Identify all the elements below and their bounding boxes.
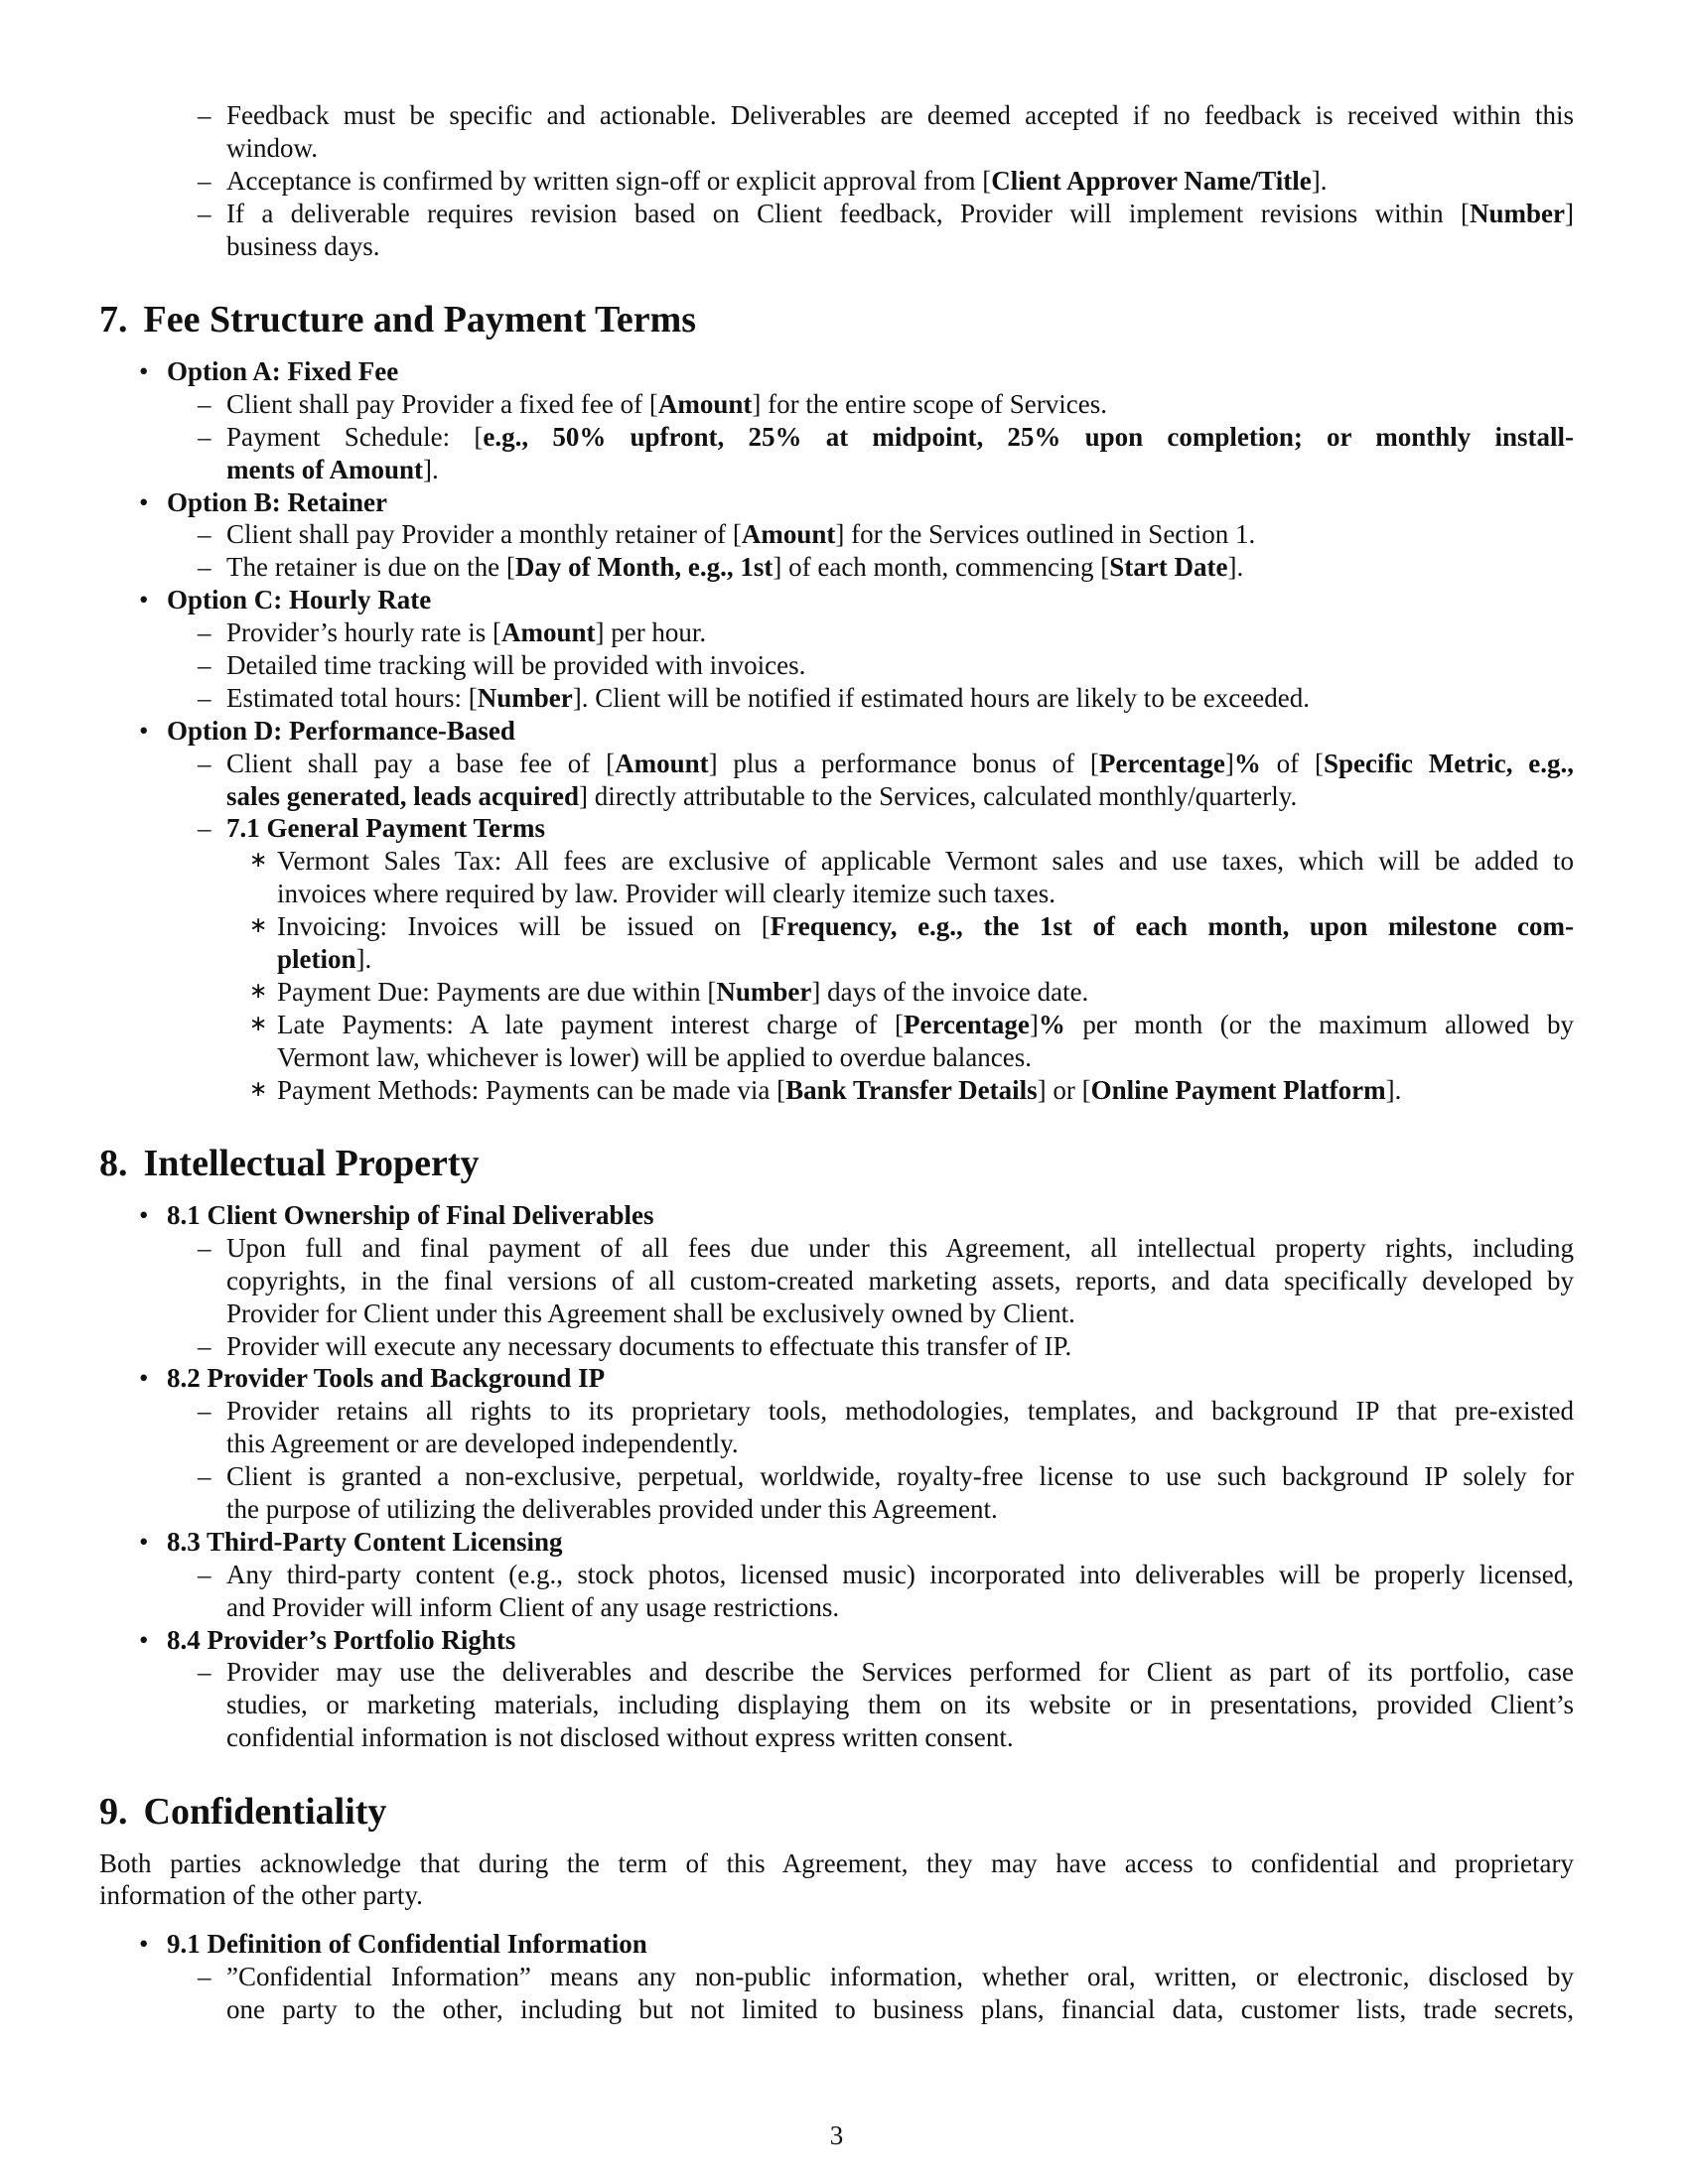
text-run: The retainer is due on the [ <box>226 552 515 583</box>
bold-text: 8.1 Client Ownership of Final Deliverables <box>167 1199 654 1230</box>
text-line <box>226 132 1574 165</box>
text-line <box>167 486 1574 519</box>
dash-marker: – <box>198 813 211 844</box>
text-line <box>167 1624 1574 1657</box>
text-run: the purpose of utilizing the deliverables provided under this Agreement. <box>226 1493 998 1524</box>
dash-marker: – <box>198 100 211 130</box>
text-line <box>167 1362 1574 1395</box>
text-run: Any third-party content (e.g., stock photos, licensed music) incorporated into deliverables will be properly licensed, <box>226 1559 1574 1589</box>
text-line <box>226 1265 1574 1297</box>
text-run: ] <box>1029 1009 1039 1039</box>
text-run: confidential information is not disclosed without express written consent. <box>226 1722 1014 1753</box>
bold-text: Start Date <box>1109 552 1228 583</box>
text-line <box>277 910 1574 943</box>
list-item-bullet <box>99 715 1574 748</box>
star-marker: ∗ <box>249 1011 268 1036</box>
list-item-dash <box>99 421 1574 486</box>
text-line <box>99 1847 1574 1880</box>
text-run: of [ <box>1260 748 1324 778</box>
text-run: per month (or the maximum allowed by <box>1064 1009 1574 1039</box>
text-line <box>277 943 1574 976</box>
text-line <box>226 1689 1574 1721</box>
text-run: Acceptance is confirmed by written sign-off or explicit approval from [ <box>226 165 992 196</box>
list-item-dash <box>99 1232 1574 1330</box>
section-title: Confidentiality <box>143 1790 387 1833</box>
bold-text: Option D: Performance-Based <box>167 715 515 746</box>
text-run: one party to the other, including but not limited to business plans, financial data, customer lists, trade secrets, <box>226 1994 1574 2025</box>
text-line <box>277 1074 1574 1107</box>
list-item-dash <box>99 649 1574 682</box>
text-run: ]. <box>355 943 372 974</box>
text-line <box>167 1928 1574 1961</box>
star-marker: ∗ <box>249 913 268 939</box>
bold-text: % <box>1233 748 1261 778</box>
text-line <box>226 99 1574 132</box>
text-run: Payment Schedule: [ <box>226 421 484 452</box>
text-run: Both parties acknowledge that during the term of this Agreement, they may have access to confidential and proprietary <box>99 1847 1574 1878</box>
text-line <box>226 780 1574 813</box>
text-run: Vermont Sales Tax: All fees are exclusive of applicable Vermont sales and use taxes, which will be added to <box>277 846 1574 877</box>
text-run: Client is granted a non-exclusive, perpetual, worldwide, royalty-free license to use such background IP solely for <box>226 1461 1574 1492</box>
bold-text: pletion <box>277 943 356 974</box>
text-run: ] or [ <box>1037 1074 1091 1105</box>
list-item-dash <box>99 682 1574 715</box>
text-run: If a deliverable requires revision based on Client feedback, Provider will implement revisions within [ <box>226 198 1470 228</box>
star-marker: ∗ <box>249 1076 268 1102</box>
text-run: ]. Client will be notified if estimated hours are likely to be exceeded. <box>572 682 1310 713</box>
text-run: ] plus a performance bonus of [ <box>708 748 1099 778</box>
list-item-bullet <box>99 355 1574 388</box>
list-item-star <box>99 1009 1574 1074</box>
star-marker: ∗ <box>249 848 268 874</box>
bold-text: ments of Amount <box>226 454 424 484</box>
section-heading <box>99 1144 1574 1183</box>
section-title: Intellectual Property <box>143 1142 480 1184</box>
text-run: Detailed time tracking will be provided with invoices. <box>226 649 806 680</box>
bullet-marker: • <box>139 1363 149 1394</box>
text-run: this Agreement or are developed independently. <box>226 1429 739 1459</box>
text-line <box>226 649 1574 682</box>
text-line <box>99 1879 1574 1912</box>
section-number: 8. <box>99 1142 128 1184</box>
list-item-bullet <box>99 1624 1574 1657</box>
text-line <box>226 1395 1574 1428</box>
section-heading <box>99 1792 1574 1832</box>
list-item-dash <box>99 616 1574 649</box>
text-line <box>226 1559 1574 1591</box>
text-run: ]. <box>1385 1074 1402 1105</box>
bold-text: Amount <box>741 519 836 550</box>
text-line <box>226 421 1574 454</box>
text-line <box>226 1961 1574 1993</box>
text-line <box>226 230 1574 263</box>
list-item-bullet <box>99 1199 1574 1232</box>
list-item-bullet <box>99 1362 1574 1395</box>
bold-text: Option B: Retainer <box>167 486 387 517</box>
list-item-dash <box>99 1656 1574 1754</box>
dash-marker: – <box>198 198 211 228</box>
list-item-dash <box>99 165 1574 198</box>
text-run: Client shall pay a base fee of [ <box>226 748 616 778</box>
section-number: 7. <box>99 298 128 341</box>
text-run: ] directly attributable to the Services, calculated monthly/quarterly. <box>578 780 1298 811</box>
text-line <box>226 1591 1574 1624</box>
document-body <box>99 99 1574 2026</box>
text-run: Client shall pay Provider a fixed fee of [ <box>226 388 658 419</box>
list-item-dash <box>99 812 1574 845</box>
text-line <box>226 1232 1574 1265</box>
text-line <box>226 1330 1574 1363</box>
list-item-dash <box>99 748 1574 813</box>
list-item-dash <box>99 1395 1574 1460</box>
text-run: Payment Due: Payments are due within [ <box>277 976 717 1007</box>
text-run: ] per hour. <box>595 617 707 648</box>
dash-marker: – <box>198 388 211 419</box>
paragraph <box>99 1847 1574 1913</box>
dash-marker: – <box>198 552 211 583</box>
bold-text: Client Approver Name/Title <box>991 165 1312 196</box>
text-run: business days. <box>226 230 380 261</box>
text-line <box>226 682 1574 715</box>
text-line <box>167 1199 1574 1232</box>
bold-text: Online Payment Platform <box>1090 1074 1386 1105</box>
bold-text: Percentage <box>1098 748 1225 778</box>
bold-text: Amount <box>657 388 753 419</box>
text-line <box>277 1009 1574 1041</box>
list-item-bullet <box>99 1928 1574 1961</box>
list-item-dash <box>99 1559 1574 1624</box>
text-run: and Provider will inform Client of any usage restrictions. <box>226 1591 840 1622</box>
list-item-dash <box>99 388 1574 421</box>
text-run: ] <box>1224 748 1234 778</box>
bold-text: Number <box>716 976 812 1007</box>
dash-marker: – <box>198 1461 211 1492</box>
text-run: Vermont law, whichever is lower) will be applied to overdue balances. <box>277 1041 1032 1072</box>
dash-marker: – <box>198 617 211 648</box>
text-run: ”Confidential Information” means any non-public information, whether oral, written, or electronic, disclosed by <box>226 1962 1574 1992</box>
text-run: Provider may use the deliverables and describe the Services performed for Client as part of its portfolio, case <box>226 1657 1574 1688</box>
text-line <box>226 165 1574 198</box>
text-line <box>226 454 1574 486</box>
text-run: Invoicing: Invoices will be issued on [ <box>277 911 771 942</box>
text-line <box>167 1526 1574 1559</box>
text-line <box>226 551 1574 584</box>
text-run: Feedback must be specific and actionable. Deliverables are deemed accepted if no feedback is received within this <box>226 100 1574 130</box>
text-run: copyrights, in the final versions of all custom-created marketing assets, reports, and data specifically developed by <box>226 1265 1574 1296</box>
text-line <box>226 1493 1574 1526</box>
bold-text: Option C: Hourly Rate <box>167 585 432 615</box>
text-line <box>277 976 1574 1009</box>
text-line <box>226 1428 1574 1460</box>
list-item-dash <box>99 99 1574 165</box>
list-item-dash <box>99 1460 1574 1526</box>
bold-text: Specific Metric, e.g., <box>1323 748 1575 778</box>
bold-text: Number <box>1470 198 1565 228</box>
dash-marker: – <box>198 1232 211 1263</box>
list-item-star <box>99 845 1574 910</box>
text-run: studies, or marketing materials, including displaying them on its website or in presentations, provided Client’s <box>226 1690 1574 1720</box>
bullet-marker: • <box>139 355 149 386</box>
list-item-star <box>99 910 1574 976</box>
bold-text: Amount <box>500 617 596 648</box>
text-run: ] for the Services outlined in Section 1. <box>835 519 1256 550</box>
text-run: information of the other party. <box>99 1880 423 1911</box>
list-item-dash <box>99 551 1574 584</box>
bold-text: sales generated, leads acquired <box>226 780 579 811</box>
bold-text: Percentage <box>903 1009 1030 1039</box>
text-line <box>226 1297 1574 1330</box>
bold-text: 8.3 Third-Party Content Licensing <box>167 1526 563 1557</box>
bold-text: Number <box>477 682 573 713</box>
text-line <box>226 1721 1574 1754</box>
list-item-star <box>99 1074 1574 1107</box>
text-line <box>167 584 1574 616</box>
text-run: Payment Methods: Payments can be made via [ <box>277 1074 786 1105</box>
dash-marker: – <box>198 519 211 550</box>
list-item-bullet <box>99 584 1574 616</box>
bold-text: Frequency, e.g., the 1st of each month, upon milestone com- <box>770 911 1574 942</box>
text-run: ] of each month, commencing [ <box>773 552 1110 583</box>
text-line <box>167 715 1574 748</box>
page-number: 3 <box>829 2120 844 2150</box>
bullet-marker: • <box>139 1929 149 1960</box>
dash-marker: – <box>198 1396 211 1427</box>
bold-text: Option A: Fixed Fee <box>167 355 399 386</box>
text-run: Upon full and final payment of all fees due under this Agreement, all intellectual property rights, including <box>226 1232 1574 1263</box>
bold-text: 7.1 General Payment Terms <box>226 813 545 844</box>
bullet-marker: • <box>139 1199 149 1230</box>
dash-marker: – <box>198 649 211 680</box>
text-line <box>226 616 1574 649</box>
bold-text: 9.1 Definition of Confidential Information <box>167 1929 647 1960</box>
text-run: Client shall pay Provider a monthly retainer of [ <box>226 519 742 550</box>
bullet-marker: • <box>139 486 149 517</box>
bold-text: % <box>1038 1009 1065 1039</box>
star-marker: ∗ <box>249 978 268 1004</box>
dash-marker: – <box>198 1962 211 1992</box>
dash-marker: – <box>198 1559 211 1589</box>
text-line <box>226 198 1574 230</box>
text-line <box>226 388 1574 421</box>
text-run: ]. <box>1311 165 1328 196</box>
dash-marker: – <box>198 1657 211 1688</box>
dash-marker: – <box>198 748 211 778</box>
bold-text: Bank Transfer Details <box>785 1074 1038 1105</box>
list-item-dash <box>99 1330 1574 1363</box>
section-title: Fee Structure and Payment Terms <box>143 298 697 341</box>
list-item-dash <box>99 518 1574 551</box>
list-item-bullet <box>99 1526 1574 1559</box>
bold-text: e.g., 50% upfront, 25% at midpoint, 25% upon completion; or monthly install- <box>483 421 1574 452</box>
dash-marker: – <box>198 682 211 713</box>
dash-marker: – <box>198 165 211 196</box>
bullet-marker: • <box>139 1624 149 1655</box>
text-run: Late Payments: A late payment interest charge of [ <box>277 1009 904 1039</box>
bullet-marker: • <box>139 585 149 615</box>
text-run: ] <box>1565 198 1574 228</box>
text-line <box>226 1993 1574 2026</box>
list-item-star <box>99 976 1574 1009</box>
section-number: 9. <box>99 1790 128 1833</box>
text-run: Provider retains all rights to its proprietary tools, methodologies, templates, and background IP that pre-existed <box>226 1396 1574 1427</box>
text-run: ]. <box>1227 552 1244 583</box>
text-run: Provider for Client under this Agreement shall be exclusively owned by Client. <box>226 1297 1075 1328</box>
text-run: ]. <box>423 454 439 484</box>
section-heading <box>99 300 1574 340</box>
text-line <box>277 878 1574 910</box>
text-line <box>226 1656 1574 1689</box>
dash-marker: – <box>198 1330 211 1361</box>
bold-text: Amount <box>615 748 709 778</box>
bold-text: 8.4 Provider’s Portfolio Rights <box>167 1624 516 1655</box>
dash-marker: – <box>198 421 211 452</box>
text-run: ] for the entire scope of Services. <box>752 388 1107 419</box>
text-run: Provider’s hourly rate is [ <box>226 617 501 648</box>
text-run: Provider will execute any necessary documents to effectuate this transfer of IP. <box>226 1330 1072 1361</box>
text-line <box>226 812 1574 845</box>
bullet-marker: • <box>139 1526 149 1557</box>
bold-text: 8.2 Provider Tools and Background IP <box>167 1363 606 1394</box>
text-line <box>226 1460 1574 1493</box>
text-run: window. <box>226 132 318 163</box>
text-line <box>277 845 1574 878</box>
list-item-dash <box>99 198 1574 263</box>
list-item-dash <box>99 1961 1574 2026</box>
text-run: ] days of the invoice date. <box>811 976 1089 1007</box>
bullet-marker: • <box>139 715 149 746</box>
text-line <box>226 748 1574 780</box>
text-line <box>277 1041 1574 1074</box>
text-run: invoices where required by law. Provider will clearly itemize such taxes. <box>277 879 1055 909</box>
bold-text: Day of Month, e.g., 1st <box>514 552 774 583</box>
text-run: Estimated total hours: [ <box>226 682 478 713</box>
list-item-bullet <box>99 486 1574 519</box>
text-line <box>226 518 1574 551</box>
text-line <box>167 355 1574 388</box>
